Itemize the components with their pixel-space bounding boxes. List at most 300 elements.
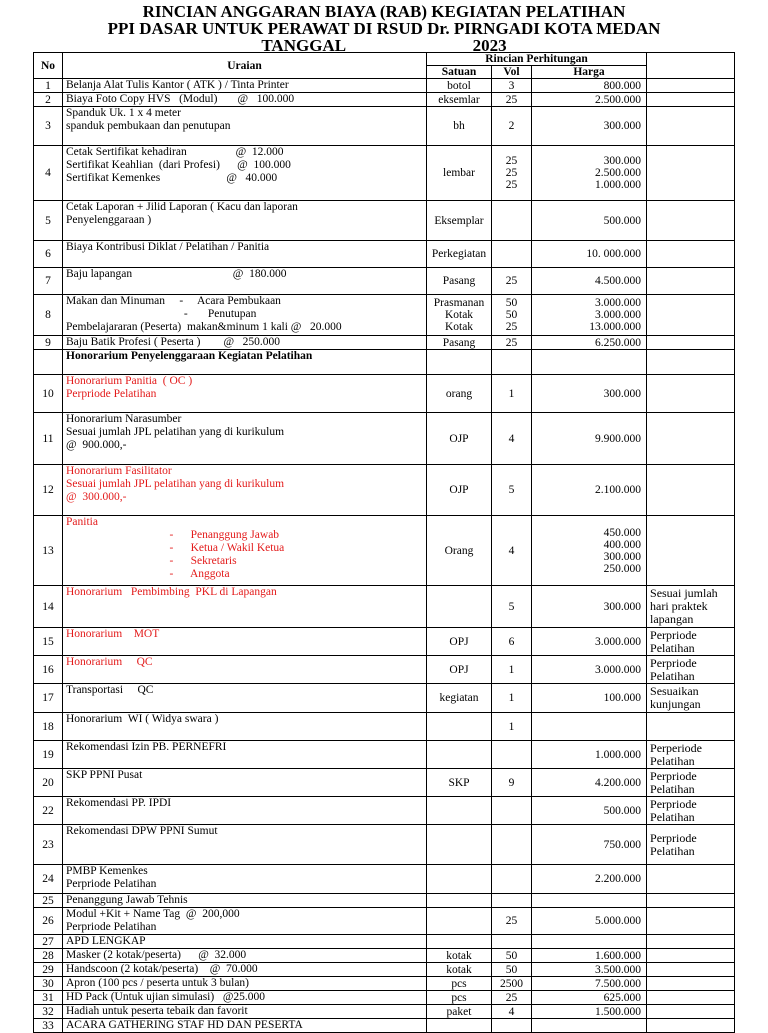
cell-harga — [532, 713, 647, 741]
cell-keterangan-line: Perpriode — [650, 655, 697, 670]
cell-vol-line: 1 — [508, 720, 515, 733]
document-title-line-3: TANGGAL 2023 — [261, 36, 507, 55]
cell-satuan-line: bh — [453, 120, 465, 132]
cell-satuan-line: OJP — [449, 484, 469, 496]
cell-uraian-line: ACARA GATHERING STAF HD DAN PESERTA — [66, 1019, 303, 1031]
cell-harga-line: 300.000 — [603, 550, 642, 563]
table-row — [34, 963, 735, 977]
cell-no: 2 — [34, 93, 63, 107]
cell-uraian-line: Makan dan Minuman - Acara Pembukaan — [66, 295, 281, 307]
table-row — [34, 241, 735, 268]
cell-uraian — [63, 949, 427, 963]
cell-vol — [492, 741, 532, 769]
col-header-no: No — [34, 53, 63, 79]
cell-keterangan — [647, 977, 735, 991]
cell-satuan — [427, 241, 492, 268]
cell-keterangan — [647, 375, 735, 413]
cell-harga-line: 1.600.000 — [595, 949, 642, 962]
cell-harga-line: 750.000 — [603, 838, 642, 851]
cell-keterangan — [647, 991, 735, 1005]
cell-uraian-line: Cetak Sertifikat kehadiran @ 12.000 — [66, 146, 284, 158]
cell-vol — [492, 628, 532, 656]
cell-satuan — [427, 713, 492, 741]
cell-keterangan-line: Perpriode — [650, 627, 697, 642]
cell-harga — [532, 949, 647, 963]
cell-harga-line: 300.000 — [603, 600, 642, 613]
cell-vol — [492, 241, 532, 268]
cell-vol-line: 4 — [508, 1005, 515, 1018]
cell-vol — [492, 413, 532, 465]
cell-harga — [532, 628, 647, 656]
cell-vol — [492, 336, 532, 350]
cell-vol-line: 2500 — [500, 977, 523, 990]
table-row — [34, 413, 735, 465]
cell-harga-line: 7.500.000 — [595, 977, 642, 990]
cell-vol-line: 5 — [508, 484, 515, 496]
cell-vol — [492, 908, 532, 935]
cell-vol — [492, 656, 532, 684]
cell-harga-line: 300.000 — [603, 120, 642, 132]
cell-satuan-line: eksemlar — [438, 93, 480, 106]
cell-vol-line: 25 — [505, 336, 518, 349]
cell-keterangan — [647, 336, 735, 350]
cell-satuan-line: Orang — [444, 544, 474, 557]
cell-uraian — [63, 268, 427, 295]
table-row — [34, 908, 735, 935]
cell-harga — [532, 516, 647, 586]
cell-vol-line: 25 — [505, 321, 518, 333]
cell-uraian — [63, 865, 427, 894]
cell-vol-line: 25 — [505, 167, 518, 179]
cell-keterangan — [647, 908, 735, 935]
cell-vol — [492, 201, 532, 241]
cell-no: 22 — [34, 797, 63, 825]
table-row — [34, 713, 735, 741]
cell-harga-line: 3.000.000 — [595, 635, 642, 648]
cell-satuan — [427, 413, 492, 465]
cell-uraian — [63, 93, 427, 107]
col-header-rincian: Rincian Perhitungan — [427, 53, 647, 66]
cell-harga-line: 4.500.000 — [595, 275, 642, 287]
cell-satuan — [427, 769, 492, 797]
cell-vol — [492, 79, 532, 93]
cell-uraian — [63, 908, 427, 935]
cell-uraian-line: Panitia — [66, 516, 98, 528]
cell-harga — [532, 79, 647, 93]
cell-no: 30 — [34, 977, 63, 991]
table-row — [34, 935, 735, 949]
cell-no: 33 — [34, 1019, 63, 1033]
cell-harga-line: 625.000 — [603, 991, 642, 1004]
cell-no: 4 — [34, 146, 63, 201]
cell-uraian-line: Honorarium Fasilitator — [66, 465, 172, 477]
cell-uraian-line: Honorarium QC — [66, 656, 153, 668]
cell-satuan — [427, 107, 492, 146]
cell-vol-line: 4 — [508, 432, 515, 445]
cell-uraian-line: @ 300.000,- — [66, 491, 127, 503]
cell-uraian — [63, 797, 427, 825]
cell-satuan — [427, 684, 492, 713]
cell-vol-line: 25 — [505, 155, 518, 167]
cell-vol-line: 50 — [505, 309, 518, 321]
cell-vol — [492, 1019, 532, 1033]
cell-harga — [532, 797, 647, 825]
cell-satuan-line: Pasang — [442, 336, 476, 349]
cell-uraian — [63, 935, 427, 949]
cell-satuan-line: kegiatan — [439, 692, 479, 704]
cell-no: 9 — [34, 336, 63, 350]
cell-satuan — [427, 797, 492, 825]
cell-vol-line: 4 — [508, 544, 515, 557]
cell-keterangan — [647, 684, 735, 713]
cell-uraian — [63, 413, 427, 465]
table-row — [34, 201, 735, 241]
cell-uraian — [63, 656, 427, 684]
cell-harga — [532, 413, 647, 465]
cell-satuan — [427, 79, 492, 93]
cell-satuan-line: lembar — [443, 167, 475, 179]
cell-harga — [532, 586, 647, 628]
cell-vol — [492, 1005, 532, 1019]
cell-harga-line: 1.000.000 — [595, 748, 642, 761]
table-row — [34, 825, 735, 865]
cell-satuan — [427, 295, 492, 336]
table-row — [34, 146, 735, 201]
cell-uraian-line: Honorarium Panitia ( OC ) — [66, 375, 193, 387]
cell-keterangan-line: Pelatihan — [650, 640, 695, 655]
table-row — [34, 79, 735, 93]
cell-uraian-line: Honorarium Pembimbing PKL di Lapangan — [66, 586, 277, 598]
cell-uraian-line: Biaya Kontribusi Diklat / Pelatihan / Panitia — [66, 241, 270, 253]
cell-harga — [532, 1019, 647, 1033]
cell-uraian-line: Transportasi QC — [66, 684, 154, 696]
cell-uraian-line: HD Pack (Untuk ujian simulasi) @25.000 — [66, 991, 266, 1003]
col-header-uraian: Uraian — [63, 53, 427, 79]
cell-keterangan — [647, 713, 735, 741]
table-row — [34, 741, 735, 769]
cell-satuan-line: OPJ — [449, 635, 469, 648]
cell-satuan — [427, 586, 492, 628]
cell-keterangan-line: Perpriode — [650, 796, 697, 811]
cell-vol-line: 3 — [508, 79, 515, 92]
table-row — [34, 865, 735, 894]
cell-vol-line: 1 — [508, 387, 515, 400]
cell-satuan — [427, 825, 492, 865]
cell-uraian-line: Penanggung Jawab Tehnis — [66, 894, 188, 906]
cell-vol — [492, 465, 532, 516]
cell-uraian — [63, 79, 427, 93]
cell-keterangan — [647, 586, 735, 628]
cell-uraian-line: Perpriode Pelatihan — [66, 388, 157, 400]
cell-no: 13 — [34, 516, 63, 586]
cell-satuan — [427, 628, 492, 656]
cell-uraian-line: PMBP Kemenkes — [66, 865, 148, 877]
cell-harga — [532, 935, 647, 949]
cell-uraian-line: Honorarium Narasumber — [66, 413, 182, 425]
cell-keterangan — [647, 516, 735, 586]
cell-harga-line: 10. 000.000 — [586, 248, 642, 260]
table-row — [34, 991, 735, 1005]
cell-uraian — [63, 295, 427, 336]
cell-vol — [492, 825, 532, 865]
cell-uraian — [63, 825, 427, 865]
table-row — [34, 93, 735, 107]
cell-no: 5 — [34, 201, 63, 241]
cell-vol — [492, 935, 532, 949]
cell-no: 27 — [34, 935, 63, 949]
cell-uraian-line: Honorarium WI ( Widya swara ) — [66, 713, 219, 725]
cell-no: 3 — [34, 107, 63, 146]
table-row — [34, 656, 735, 684]
table-row — [34, 516, 735, 586]
cell-no: 6 — [34, 241, 63, 268]
cell-harga — [532, 268, 647, 295]
cell-harga — [532, 769, 647, 797]
cell-satuan-line: OPJ — [449, 663, 469, 676]
cell-keterangan — [647, 628, 735, 656]
cell-satuan — [427, 656, 492, 684]
cell-vol-line: 50 — [505, 963, 518, 976]
cell-satuan — [427, 516, 492, 586]
cell-satuan-line: Kotak — [444, 321, 474, 333]
cell-uraian-line: @ 900.000,- — [66, 439, 127, 451]
cell-satuan — [427, 894, 492, 908]
cell-satuan-line: Perkegiatan — [431, 248, 487, 260]
cell-harga — [532, 107, 647, 146]
cell-satuan — [427, 268, 492, 295]
cell-satuan — [427, 963, 492, 977]
col-header-keterangan — [647, 53, 735, 79]
cell-uraian-line: Handscoon (2 kotak/peserta) @ 70.000 — [66, 963, 258, 975]
cell-satuan-line: pcs — [451, 991, 467, 1004]
cell-uraian-line: SKP PPNI Pusat — [66, 769, 143, 781]
cell-harga-line: 2.100.000 — [595, 484, 642, 496]
cell-harga — [532, 991, 647, 1005]
cell-harga-line: 250.000 — [603, 562, 642, 575]
cell-no: 26 — [34, 908, 63, 935]
table-row — [34, 797, 735, 825]
cell-no: 31 — [34, 991, 63, 1005]
cell-no: 15 — [34, 628, 63, 656]
cell-keterangan-line: hari praktek — [650, 599, 708, 613]
cell-uraian — [63, 684, 427, 713]
cell-satuan-line: Kotak — [444, 309, 474, 321]
cell-uraian-line: Rekomendasi Izin PB. PERNEFRI — [66, 741, 227, 753]
cell-uraian-line: Masker (2 kotak/peserta) @ 32.000 — [66, 949, 247, 961]
cell-satuan-line: botol — [447, 79, 471, 92]
table-row — [34, 375, 735, 413]
cell-uraian-line: - Sekretaris — [66, 555, 237, 567]
cell-harga — [532, 865, 647, 894]
cell-uraian-line: Modul +Kit + Name Tag @ 200,000 — [66, 908, 240, 920]
cell-keterangan — [647, 79, 735, 93]
cell-uraian-line: Sesuai jumlah JPL pelatihan yang di kurikulum — [66, 426, 285, 438]
cell-harga — [532, 295, 647, 336]
cell-satuan-line: SKP — [448, 776, 470, 789]
table-body — [34, 79, 735, 1033]
cell-harga — [532, 350, 647, 375]
cell-uraian — [63, 241, 427, 268]
cell-uraian — [63, 201, 427, 241]
cell-uraian-line: Sertifikat Kemenkes @ 40.000 — [66, 172, 278, 184]
cell-keterangan-line: kunjungan — [650, 697, 701, 711]
cell-keterangan — [647, 241, 735, 268]
cell-keterangan — [647, 1019, 735, 1033]
cell-keterangan-line: Perperiode — [650, 740, 702, 755]
cell-vol-line: 1 — [508, 663, 515, 676]
cell-harga — [532, 741, 647, 769]
cell-harga — [532, 977, 647, 991]
cell-uraian-line: Pembelajararan (Peserta) makan&minum 1 kali @ 20.000 — [66, 321, 342, 333]
cell-keterangan — [647, 894, 735, 908]
cell-uraian-line: APD LENGKAP — [66, 935, 146, 947]
cell-keterangan-line: Pelatihan — [650, 843, 695, 858]
cell-vol-line: 5 — [508, 600, 515, 613]
cell-harga-line: 13.000.000 — [589, 321, 642, 333]
cell-keterangan-line: Pelatihan — [650, 809, 695, 824]
cell-uraian — [63, 769, 427, 797]
cell-harga-line: 2.500.000 — [595, 167, 642, 179]
cell-harga — [532, 201, 647, 241]
table-row — [34, 1019, 735, 1033]
cell-satuan-line: kotak — [446, 963, 472, 976]
cell-uraian — [63, 586, 427, 628]
cell-satuan — [427, 949, 492, 963]
cell-keterangan-line: Pelatihan — [650, 668, 695, 683]
table-row — [34, 1005, 735, 1019]
cell-uraian — [63, 713, 427, 741]
cell-keterangan — [647, 146, 735, 201]
cell-keterangan — [647, 656, 735, 684]
cell-keterangan — [647, 741, 735, 769]
cell-keterangan-line: lapangan — [650, 612, 694, 626]
cell-uraian-line: Rekomendasi DPW PPNI Sumut — [66, 825, 218, 837]
cell-satuan-line: orang — [445, 387, 473, 400]
cell-vol-line: 6 — [508, 635, 515, 648]
cell-harga — [532, 146, 647, 201]
cell-harga-line: 3.000.000 — [595, 297, 642, 309]
cell-harga — [532, 656, 647, 684]
cell-vol-line: 50 — [505, 949, 518, 962]
cell-harga — [532, 465, 647, 516]
cell-no: 18 — [34, 713, 63, 741]
cell-keterangan — [647, 350, 735, 375]
cell-uraian-line: spanduk pembukaan dan penutupan — [66, 120, 231, 132]
cell-satuan — [427, 1005, 492, 1019]
cell-harga — [532, 1005, 647, 1019]
cell-vol-line: 50 — [505, 297, 518, 309]
cell-vol — [492, 107, 532, 146]
cell-keterangan-line: Sesuaikan — [650, 684, 699, 698]
cell-vol — [492, 586, 532, 628]
cell-harga — [532, 336, 647, 350]
cell-uraian — [63, 107, 427, 146]
cell-keterangan-line: Sesuai jumlah — [650, 586, 718, 600]
cell-vol-line: 1 — [508, 692, 515, 704]
cell-satuan — [427, 977, 492, 991]
cell-vol — [492, 894, 532, 908]
table-row — [34, 295, 735, 336]
cell-keterangan — [647, 413, 735, 465]
cell-keterangan — [647, 949, 735, 963]
cell-satuan — [427, 865, 492, 894]
cell-harga — [532, 963, 647, 977]
cell-uraian-line: Biaya Foto Copy HVS (Modul) @ 100.000 — [66, 93, 295, 105]
cell-uraian-line: Rekomendasi PP. IPDI — [66, 797, 172, 809]
cell-no: 12 — [34, 465, 63, 516]
cell-no: 19 — [34, 741, 63, 769]
cell-no: 24 — [34, 865, 63, 894]
cell-no: 10 — [34, 375, 63, 413]
cell-uraian-line: - Penutupan — [66, 308, 257, 320]
table-row — [34, 628, 735, 656]
cell-no: 1 — [34, 79, 63, 93]
cell-satuan — [427, 201, 492, 241]
cell-harga-line: 300.000 — [603, 387, 642, 400]
col-header-harga: Harga — [532, 66, 647, 79]
cell-uraian — [63, 1005, 427, 1019]
cell-satuan — [427, 93, 492, 107]
cell-uraian-line: - Penanggung Jawab — [66, 529, 280, 541]
cell-uraian — [63, 350, 427, 375]
cell-harga-line: 500.000 — [603, 214, 642, 227]
cell-satuan — [427, 1019, 492, 1033]
cell-keterangan — [647, 797, 735, 825]
cell-no: 20 — [34, 769, 63, 797]
cell-satuan — [427, 375, 492, 413]
cell-uraian — [63, 741, 427, 769]
cell-keterangan — [647, 465, 735, 516]
cell-vol — [492, 350, 532, 375]
cell-no: 16 — [34, 656, 63, 684]
table-row — [34, 465, 735, 516]
col-header-satuan: Satuan — [427, 66, 492, 79]
cell-keterangan — [647, 963, 735, 977]
cell-uraian-line: - Anggota — [66, 568, 230, 580]
cell-harga-line: 300.000 — [603, 155, 642, 167]
cell-keterangan — [647, 769, 735, 797]
table-row — [34, 336, 735, 350]
cell-keterangan — [647, 93, 735, 107]
cell-no: 29 — [34, 963, 63, 977]
cell-keterangan — [647, 1005, 735, 1019]
cell-satuan — [427, 991, 492, 1005]
cell-harga — [532, 93, 647, 107]
cell-vol-line: 25 — [505, 915, 518, 927]
cell-vol — [492, 949, 532, 963]
cell-harga — [532, 375, 647, 413]
cell-satuan-line: pcs — [451, 977, 467, 990]
cell-vol-line: 9 — [508, 776, 515, 789]
cell-harga-line: 400.000 — [603, 538, 642, 551]
table-row — [34, 107, 735, 146]
cell-uraian-line: Apron (100 pcs / peserta untuk 3 bulan) — [66, 977, 250, 989]
cell-harga-line: 500.000 — [603, 804, 642, 817]
cell-harga-line: 6.250.000 — [595, 336, 642, 349]
cell-harga-line: 2.200.000 — [595, 873, 642, 885]
cell-uraian-line: - Ketua / Wakil Ketua — [66, 542, 285, 554]
cell-uraian — [63, 146, 427, 201]
cell-uraian — [63, 991, 427, 1005]
cell-vol — [492, 865, 532, 894]
cell-uraian — [63, 894, 427, 908]
cell-no: 28 — [34, 949, 63, 963]
cell-uraian-line: Belanja Alat Tulis Kantor ( ATK ) / Tinta Printer — [66, 79, 289, 91]
cell-uraian-line: Honorarium Penyelenggaraan Kegiatan Pelatihan — [66, 350, 313, 362]
cell-uraian-line: Penyelenggaraan ) — [66, 214, 152, 226]
cell-keterangan-line: Pelatihan — [650, 781, 695, 796]
budget-table — [33, 52, 735, 1033]
